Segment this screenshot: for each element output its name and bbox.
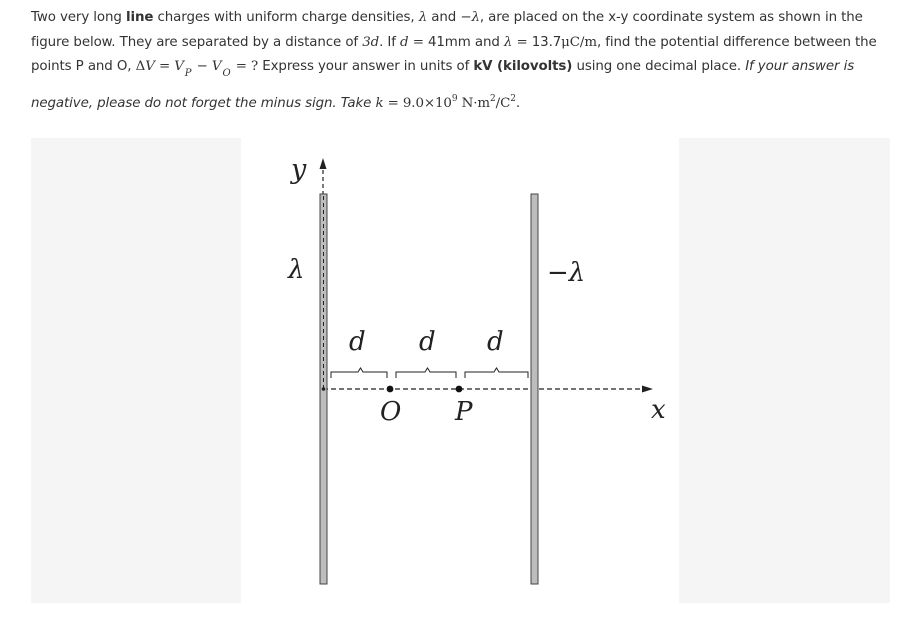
y-axis-label: y	[291, 154, 307, 185]
k-value: 9.0×10	[402, 95, 452, 111]
subscript-p: P	[184, 68, 192, 79]
y-axis-arrow-icon	[320, 158, 327, 169]
k-unit-exp-1: 2	[490, 93, 496, 104]
unit-emphasis: kV (kilovolts)	[473, 59, 573, 74]
spacing-label-1: d	[349, 327, 366, 357]
equals-sign-4: =	[383, 95, 403, 111]
v-symbol: V	[145, 59, 155, 74]
separation-expr: 3d	[362, 34, 380, 50]
k-unit-2: /C	[495, 95, 511, 111]
negative-line-charge	[531, 194, 538, 584]
equals-sign-3: =	[154, 59, 175, 74]
question-text	[31, 6, 891, 116]
line-charge-diagram	[31, 138, 890, 603]
line-emphasis: line	[125, 10, 154, 25]
lambda-value: 13.7	[531, 34, 562, 50]
minus-sign: −	[192, 59, 212, 74]
lambda-symbol-2: λ	[503, 34, 513, 50]
equals-sign: =	[408, 34, 428, 50]
point-o-dot	[387, 386, 394, 393]
point-p-dot	[456, 386, 463, 393]
delta-symbol: Δ	[135, 59, 146, 74]
equals-sign-2: =	[512, 34, 532, 50]
k-unit-exp-2: 2	[510, 93, 516, 104]
origin-dot	[322, 387, 326, 391]
spacing-brace-3	[465, 368, 528, 378]
decimal-text: using one decimal place.	[572, 59, 746, 74]
find-text: , find the potential difference between the points P and O,	[31, 34, 877, 74]
and-text: and	[427, 10, 461, 25]
neg-lambda-symbol: −λ	[460, 10, 480, 25]
end-period: .	[515, 95, 521, 111]
figure-area	[31, 138, 890, 603]
k-symbol: k	[375, 95, 384, 111]
d-value: 41mm	[427, 34, 471, 50]
point-p-label: P	[455, 397, 473, 427]
vo-symbol: V	[211, 59, 222, 74]
spacing-label-3: d	[487, 327, 504, 357]
k-unit-1: N·m	[457, 95, 491, 111]
point-o-label: O	[380, 397, 402, 427]
if-text: . If	[379, 34, 401, 50]
subscript-o: O	[222, 68, 231, 79]
intro-text-2: charges with uniform charge densities,	[153, 10, 419, 25]
spacing-brace-1	[331, 368, 387, 378]
lambda-symbol: λ	[418, 10, 428, 25]
x-axis-label: x	[651, 395, 666, 425]
and-text-2: and	[470, 34, 504, 50]
k-exponent: 9	[451, 93, 458, 104]
negative-note: If your answer is negative, please do not forget the minus sign. Take	[31, 59, 855, 111]
lambda-label: λ	[288, 255, 305, 285]
intro-text-3: , are placed on the x-y coordinate system as shown in the figure below. They are separated by a distance of	[31, 10, 863, 50]
d-symbol: d	[400, 34, 409, 50]
intro-text: Two very long	[31, 10, 126, 25]
vp-symbol: V	[174, 59, 184, 74]
neg-lambda-label: −λ	[547, 258, 586, 288]
spacing-brace-2	[396, 368, 456, 378]
lambda-unit: μC/m	[561, 34, 597, 50]
x-axis-arrow-icon	[642, 386, 653, 393]
equals-question: = ?	[231, 59, 263, 74]
express-text: Express your answer in units of	[262, 59, 474, 74]
spacing-label-2: d	[419, 327, 436, 357]
